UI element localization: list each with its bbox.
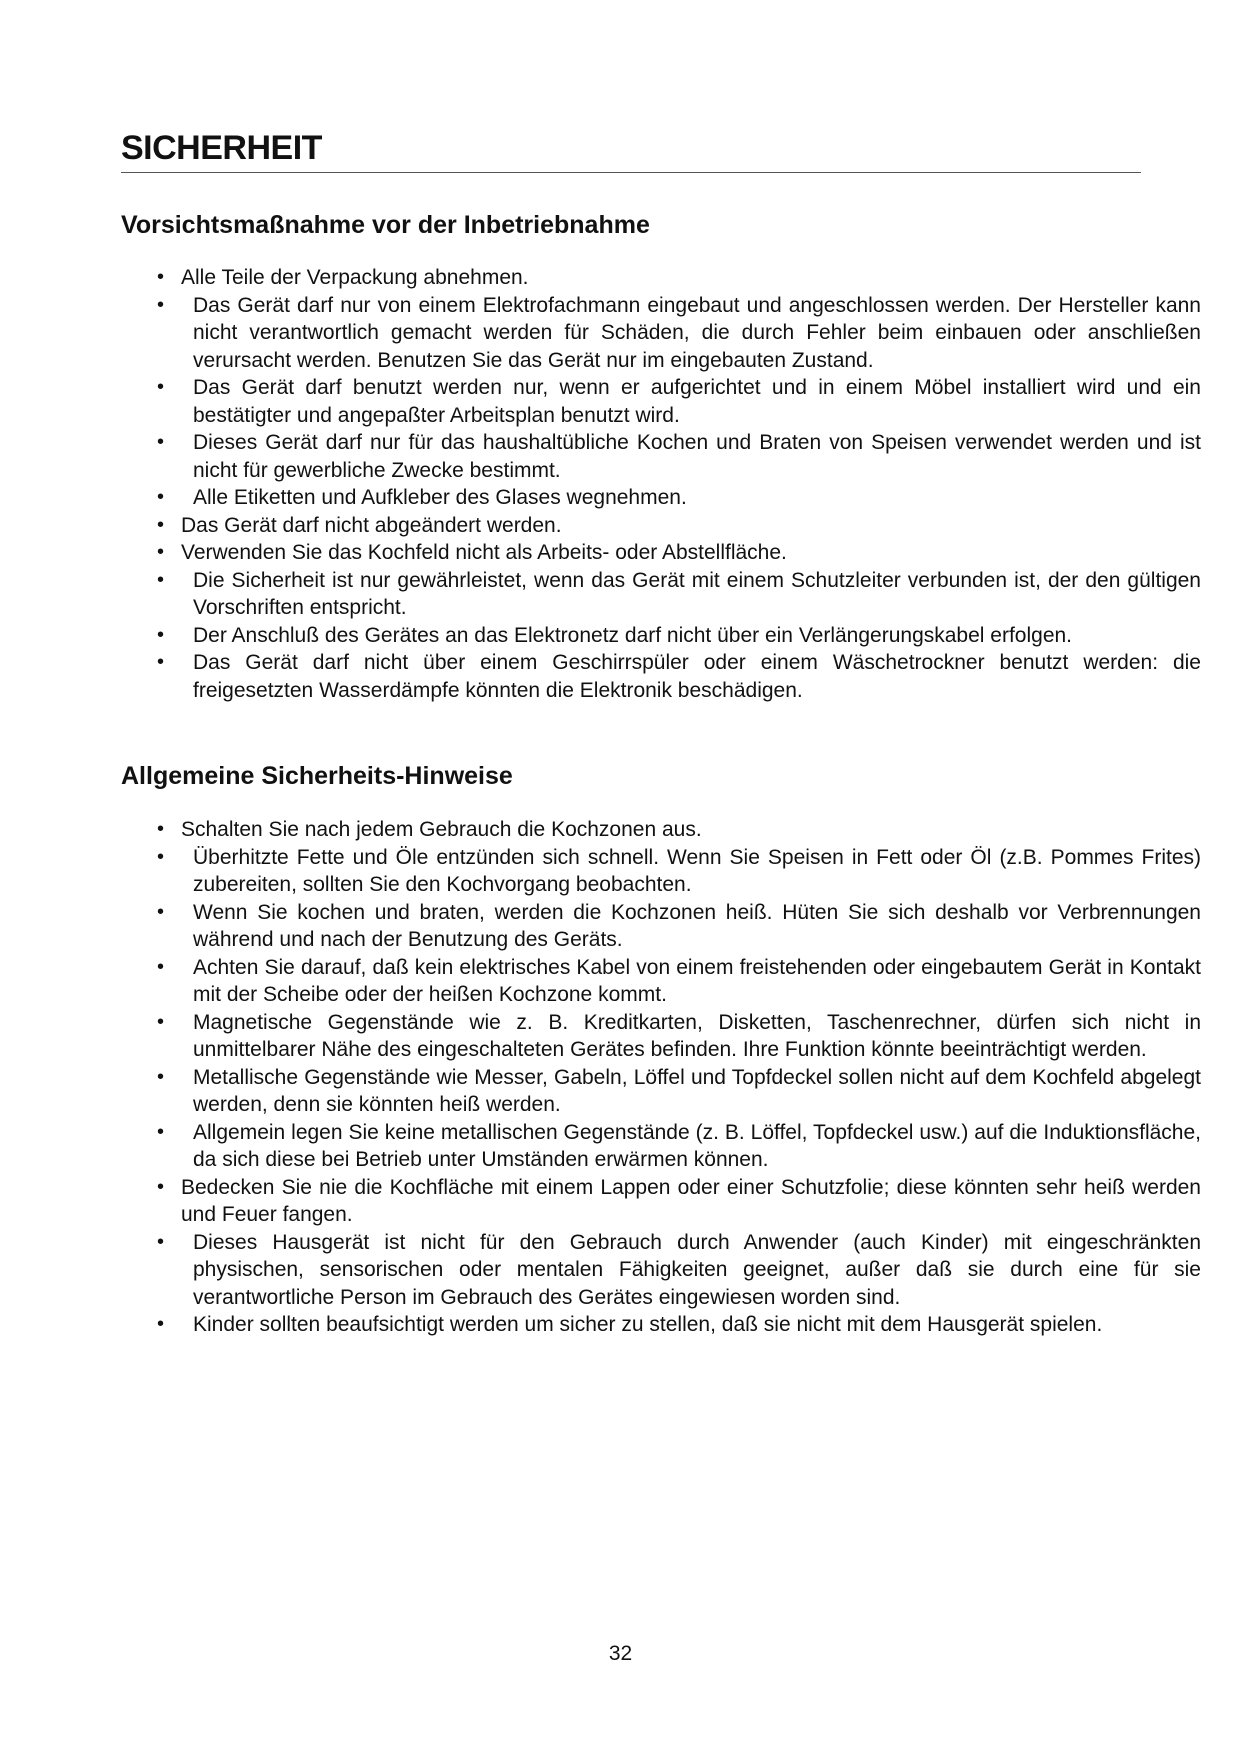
precautions-list xyxy=(121,264,1201,704)
list-item: • Dieses Gerät darf nur für das haushaltübliche Kochen und Braten von Speisen verwendet werden und ist nicht für gewerbliche Zwecke bestimmt. xyxy=(121,429,1201,484)
list-item: • Kinder sollten beaufsichtigt werden um sicher zu stellen, daß sie nicht mit dem Hausgerät spielen. xyxy=(121,1311,1201,1339)
section-heading-general-safety: Allgemeine Sicherheits-Hinweise xyxy=(121,762,513,790)
list-item: • Bedecken Sie nie die Kochfläche mit einem Lappen oder einer Schutzfolie; diese könnten sehr heiß werden und Feuer fangen. xyxy=(121,1174,1201,1229)
list-item: • Die Sicherheit ist nur gewährleistet, wenn das Gerät mit einem Schutzleiter verbunden ist, der den gültigen Vorschriften entspricht. xyxy=(121,567,1201,622)
list-item: • Das Gerät darf nur von einem Elektrofachmann eingebaut und angeschlossen werden. Der Hersteller kann nicht verantwortlich gemacht werden für Schäden, die durch Fehler beim einbauen oder anschließen verursacht werden. Benutzen Sie das Gerät nur im eingebauten Zustand. xyxy=(121,292,1201,375)
list-item: • Dieses Hausgerät ist nicht für den Gebrauch durch Anwender (auch Kinder) mit eingeschränkten physischen, sensorischen oder mentalen Fähigkeiten geeignet, außer daß sie durch eine für sie verantwortliche Person im Gebrauch des Gerätes eingewiesen worden sind. xyxy=(121,1229,1201,1312)
section-heading-precautions: Vorsichtsmaßnahme vor der Inbetriebnahme xyxy=(121,211,650,239)
general-safety-list xyxy=(121,816,1201,1339)
list-item: • Verwenden Sie das Kochfeld nicht als Arbeits- oder Abstellfläche. xyxy=(121,539,1201,567)
list-item: • Achten Sie darauf, daß kein elektrisches Kabel von einem freistehenden oder eingebautem Gerät in Kontakt mit der Scheibe oder der heißen Kochzone kommt. xyxy=(121,954,1201,1009)
page-number: 32 xyxy=(608,1642,633,1665)
title-divider xyxy=(121,172,1141,173)
list-item: • Metallische Gegenstände wie Messer, Gabeln, Löffel und Topfdeckel sollen nicht auf dem Kochfeld abgelegt werden, denn sie könnten heiß werden. xyxy=(121,1064,1201,1119)
list-item: • Überhitzte Fette und Öle entzünden sich schnell. Wenn Sie Speisen in Fett oder Öl (z.B. Pommes Frites) zubereiten, sollten Sie den Kochvorgang beobachten. xyxy=(121,844,1201,899)
list-item: • Allgemein legen Sie keine metallischen Gegenstände (z. B. Löffel, Topfdeckel usw.) auf die Induktionsfläche, da sich diese bei Betrieb unter Umständen erwärmen können. xyxy=(121,1119,1201,1174)
page-title: SICHERHEIT xyxy=(121,129,322,167)
list-item: • Der Anschluß des Gerätes an das Elektronetz darf nicht über ein Verlängerungskabel erfolgen. xyxy=(121,622,1201,650)
list-item: • Das Gerät darf nicht über einem Geschirrspüler oder einem Wäschetrockner benutzt werden: die freigesetzten Wasserdämpfe könnten die Elektronik beschädigen. xyxy=(121,649,1201,704)
list-item: • Das Gerät darf benutzt werden nur, wenn er aufgerichtet und in einem Möbel installiert wird und ein bestätigter und angepaßter Arbeitsplan benutzt wird. xyxy=(121,374,1201,429)
list-item: • Schalten Sie nach jedem Gebrauch die Kochzonen aus. xyxy=(121,816,1201,844)
list-item: • Wenn Sie kochen und braten, werden die Kochzonen heiß. Hüten Sie sich deshalb vor Verbrennungen während und nach der Benutzung des Geräts. xyxy=(121,899,1201,954)
list-item: • Das Gerät darf nicht abgeändert werden. xyxy=(121,512,1201,540)
list-item: • Magnetische Gegenstände wie z. B. Kreditkarten, Disketten, Taschenrechner, dürfen sich nicht in unmittelbarer Nähe des eingeschalteten Gerätes befinden. Ihre Funktion könnte beeinträchtigt werden. xyxy=(121,1009,1201,1064)
list-item: • Alle Etiketten und Aufkleber des Glases wegnehmen. xyxy=(121,484,1201,512)
list-item: • Alle Teile der Verpackung abnehmen. xyxy=(121,264,1201,292)
